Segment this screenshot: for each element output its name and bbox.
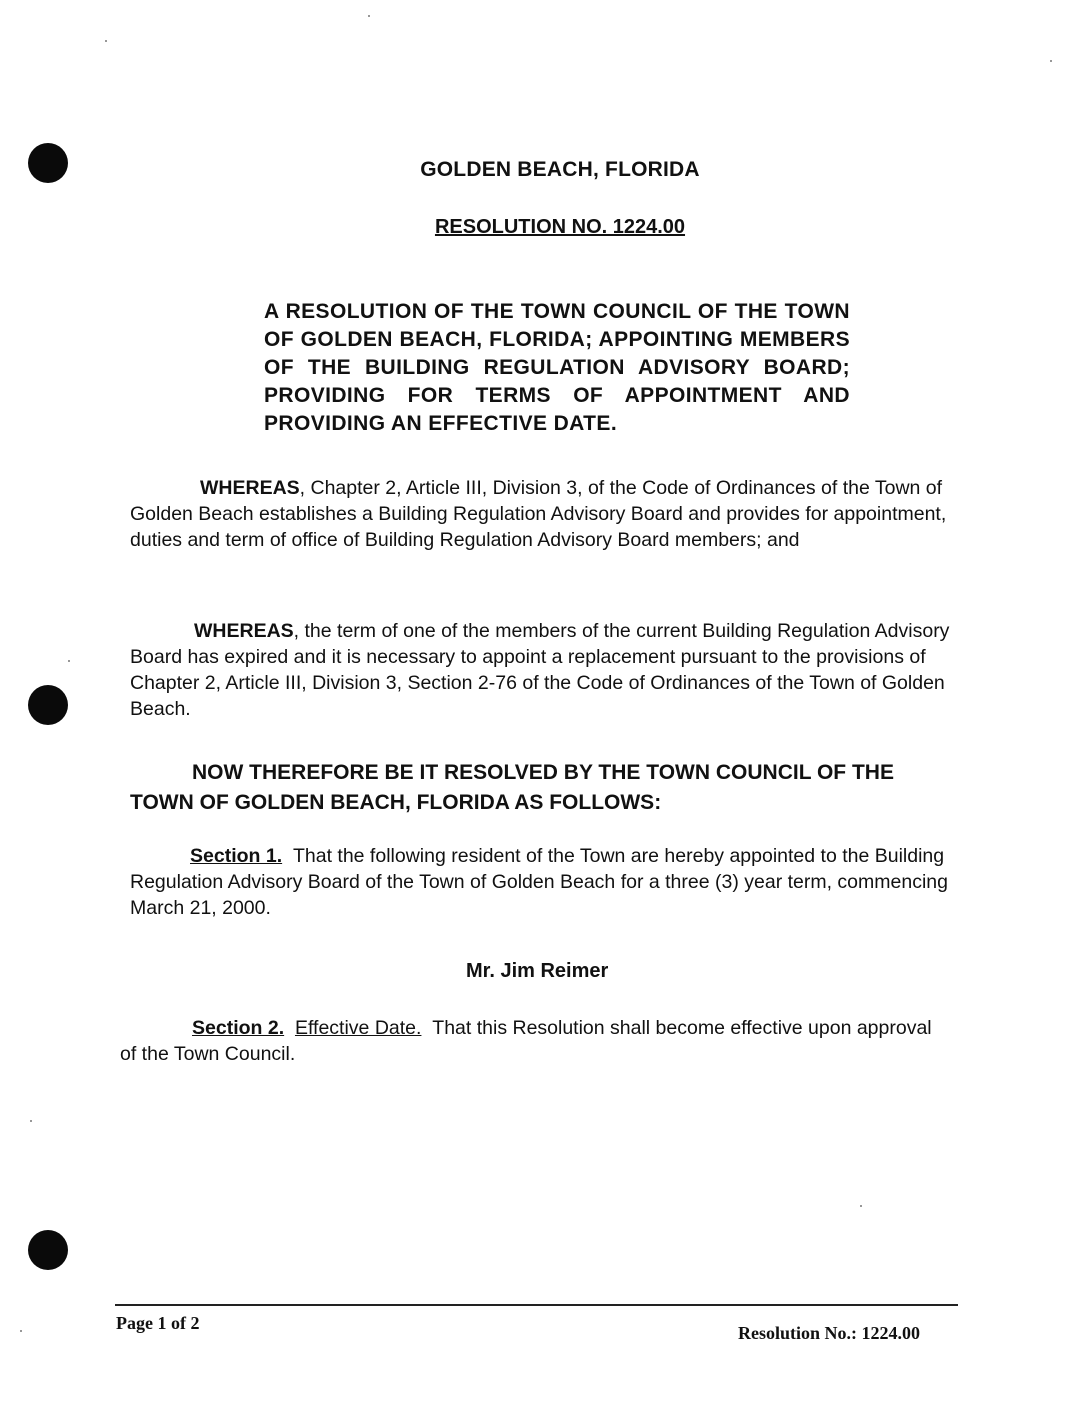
section-2-title: Effective Date. <box>294 1017 422 1039</box>
whereas-text: , the term of one of the members of the current Building Regulation Advisory Board has expired and it is necessary to appoint a replacement pursuant to the provisions of Chapter 2, Article III, Division 3, Section 2-76 of the Code of Ordinances of the Town of Golden Beach. <box>130 620 950 720</box>
resolved-clause: NOW THEREFORE BE IT RESOLVED BY THE TOWN COUNCIL OF THE TOWN OF GOLDEN BEACH, FLORIDA AS FOLLOWS: <box>130 761 894 814</box>
section-1-text: That the following resident of the Town are hereby appointed to the Building Regulation Advisory Board of the Town of Golden Beach for a three (3) year term, commencing March 21, 2000. <box>130 845 948 919</box>
section-1-label: Section 1. <box>190 845 283 867</box>
section-2-paragraph <box>120 1015 952 1067</box>
scan-speck <box>68 660 70 662</box>
section-2-label: Section 2. <box>192 1017 285 1039</box>
punch-hole-bottom <box>28 1230 68 1270</box>
whereas-paragraph-1 <box>130 475 962 553</box>
punch-hole-middle <box>28 685 68 725</box>
document-heading: GOLDEN BEACH, FLORIDA <box>420 158 700 181</box>
scan-speck <box>1050 60 1052 62</box>
appointee-name: Mr. Jim Reimer <box>466 960 609 982</box>
whereas-paragraph-2 <box>130 618 962 722</box>
scan-speck <box>30 1120 32 1122</box>
whereas-text: , Chapter 2, Article III, Division 3, of the Code of Ordinances of the Town of Golden Beach establishes a Building Regulation Advisory Board and provides for appointment, duties and term of office of Building Regulation Advisory Board members; and <box>130 477 947 551</box>
whereas-lead: WHEREAS <box>200 477 300 499</box>
footer-divider <box>115 1304 958 1306</box>
footer-resolution-number: Resolution No.: 1224.00 <box>738 1323 921 1343</box>
scan-speck <box>860 1205 862 1207</box>
scan-speck <box>20 1330 22 1332</box>
resolution-number: RESOLUTION NO. 1224.00 <box>434 216 686 238</box>
footer-page-number: Page 1 of 2 <box>116 1313 200 1333</box>
resolution-preamble: A RESOLUTION OF THE TOWN COUNCIL OF THE TOWN OF GOLDEN BEACH, FLORIDA; APPOINTING MEMBERS OF THE BUILDING REGULATION ADVISORY BOARD; PROVIDING FOR TERMS OF APPOINTMENT AND PROVIDING AN EFFECTIVE DATE. <box>264 300 850 435</box>
section-1-paragraph <box>130 843 962 921</box>
section-2-text: That this Resolution shall become effective upon approval of the Town Council. <box>120 1017 932 1065</box>
scan-speck <box>105 40 107 42</box>
whereas-lead: WHEREAS <box>194 620 294 642</box>
scan-speck <box>368 15 370 17</box>
